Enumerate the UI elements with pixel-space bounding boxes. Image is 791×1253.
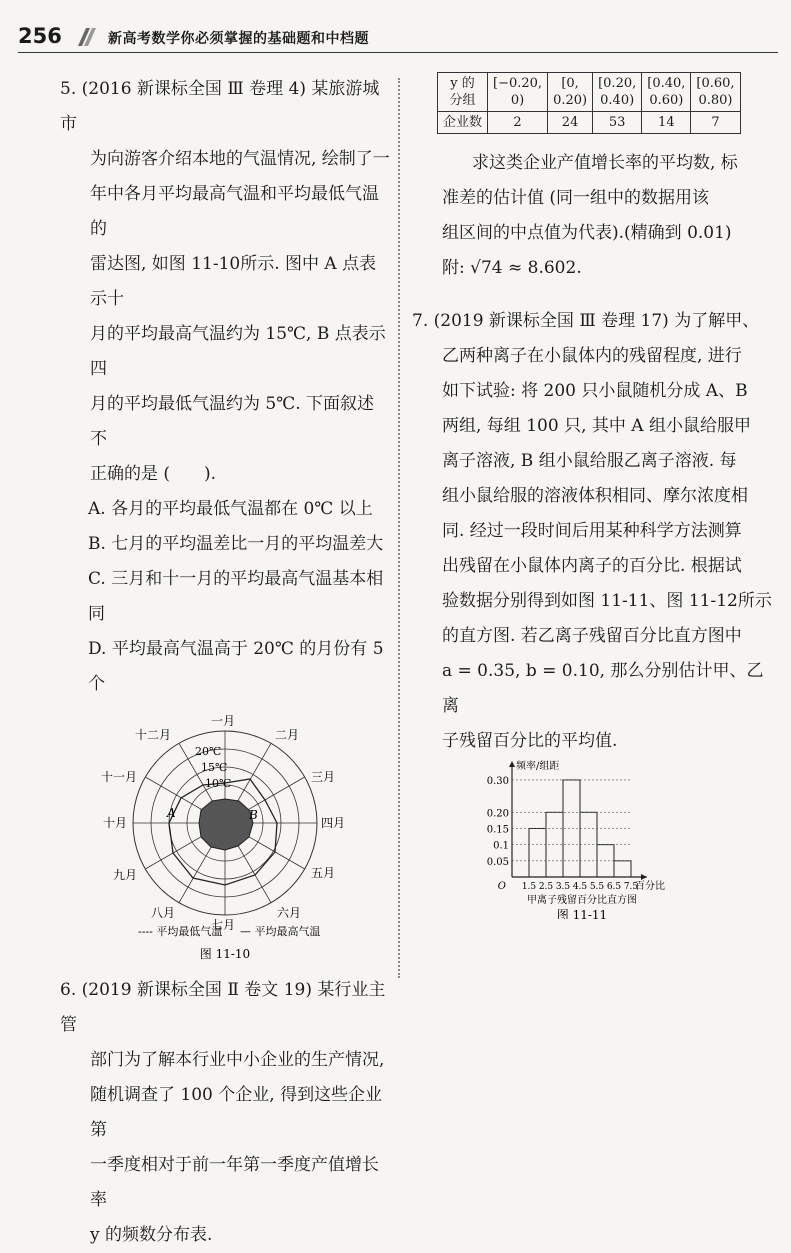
q7-line: 两组, 每组 100 只, 其中 A 组小鼠给服甲	[442, 416, 751, 436]
month-label: 一月	[211, 714, 236, 728]
x-tick-label: 3.5	[555, 882, 571, 892]
column-divider	[398, 78, 400, 978]
table-count-cell: 14	[642, 112, 691, 134]
header-rule	[18, 52, 778, 53]
legend-high: — 平均最高气温	[240, 925, 321, 938]
x-tick-label: 4.5	[572, 882, 588, 892]
q5-line: 雷达图, 如图 11-10所示. 图中 A 点表示十	[90, 254, 377, 309]
radar-caption: 图 11-10	[199, 947, 251, 961]
ring-label-10: 10℃	[205, 777, 232, 790]
y-tick-label: 0.20	[486, 808, 509, 820]
x-tick-label: 5.5	[589, 882, 605, 892]
month-label: 十月	[103, 816, 128, 830]
histogram-bar	[529, 828, 546, 877]
chart-caption: 图 11-11	[556, 908, 608, 919]
q5-option-a: A. 各月的平均最低气温都在 0℃ 以上	[88, 499, 373, 519]
q7-line: 验数据分别得到如图 11-11、图 11-12所示	[442, 591, 772, 611]
x-tick-label: 1.5	[521, 882, 537, 892]
q7-line: 离子溶液, B 组小鼠给服乙离子溶液. 每	[442, 451, 737, 471]
ring-label-20: 20℃	[195, 745, 222, 758]
month-label: 十一月	[101, 770, 138, 784]
y-tick-label: 0.15	[486, 824, 509, 836]
q7-line: 出残留在小鼠体内离子的百分比. 根据试	[442, 556, 742, 576]
x-axis-label: 百分比	[635, 881, 665, 892]
table-group-cell: [0, 0.20)	[548, 73, 593, 112]
q6-after-line: 附: √74 ≈ 8.602.	[442, 258, 582, 278]
x-tick-label: 2.5	[538, 882, 554, 892]
book-logo-icon	[76, 26, 100, 48]
y-tick-label: 0.1	[493, 840, 509, 852]
ring-label-15: 15℃	[201, 761, 228, 774]
y-tick-label: 0.30	[486, 775, 509, 787]
q6-line: 一季度相对于前一年第一季度产值增长率	[90, 1155, 379, 1210]
legend-low: ---- 平均最低气温	[138, 925, 223, 938]
q7-line: a = 0.35, b = 0.10, 那么分别估计甲、乙离	[442, 661, 764, 716]
y-axis-label: 频率/组距	[516, 761, 560, 772]
question-7	[412, 304, 772, 759]
point-a-label: A	[167, 806, 176, 820]
x-tick-label: 6.5	[606, 882, 622, 892]
y-tick-label: 0.05	[486, 856, 509, 868]
q6-after-line: 准差的估计值 (同一组中的数据用该	[442, 188, 710, 208]
left-column	[60, 72, 390, 1253]
q6-continued	[412, 146, 772, 286]
table-group-cell: [0.60, 0.80)	[691, 73, 740, 112]
q5-line: 月的平均最低气温约为 5℃. 下面叙述不	[90, 394, 375, 449]
q6-line: 随机调查了 100 个企业, 得到这些企业第	[90, 1085, 383, 1140]
q6-line: 6. (2019 新课标全国 Ⅱ 卷文 19) 某行业主管	[60, 980, 386, 1035]
month-label: 八月	[151, 906, 176, 920]
q5-option-d: D. 平均最高气温高于 20℃ 的月份有 5 个	[88, 639, 384, 694]
table-count-cell: 7	[691, 112, 740, 134]
origin-label: O	[497, 881, 506, 892]
point-b-label: B	[249, 808, 258, 822]
q7-line: 子残留百分比的平均值.	[442, 731, 618, 751]
radar-chart	[60, 708, 390, 963]
table-row-label: 企业数	[438, 112, 488, 134]
table-header-cell: y 的 分组	[438, 73, 488, 112]
q6-after-line: 求这类企业产值增长率的平均数, 标	[472, 153, 738, 173]
q7-line: 乙两种离子在小鼠体内的残留程度, 进行	[442, 346, 742, 366]
month-label: 七月	[211, 918, 236, 932]
header-title: 新高考数学你必须掌握的基础题和中档题	[108, 31, 369, 47]
month-label: 十二月	[135, 728, 172, 742]
month-label: 四月	[321, 816, 346, 830]
month-label: 六月	[277, 906, 302, 920]
table-count-cell: 24	[548, 112, 593, 134]
q5-line: 正确的是 ( ).	[90, 464, 217, 484]
histogram-chart	[467, 759, 747, 919]
table-group-cell: [0.20, 0.40)	[593, 73, 642, 112]
q7-line: 组小鼠给服的溶液体积相同、摩尔浓度相	[442, 486, 748, 506]
right-column	[412, 72, 772, 919]
q5-line: 月的平均最高气温约为 15℃, B 点表示四	[90, 324, 386, 379]
y-axis-arrow-icon	[509, 761, 515, 767]
q5-option-c: C. 三月和十一月的平均最高气温基本相同	[88, 569, 384, 624]
month-label: 九月	[113, 868, 138, 882]
q5-option-b: B. 七月的平均温差比一月的平均温差大	[88, 534, 384, 554]
q5-line: 5. (2016 新课标全国 Ⅲ 卷理 4) 某旅游城市	[60, 79, 380, 134]
table-count-cell: 53	[593, 112, 642, 134]
frequency-table	[437, 72, 741, 134]
q7-line: 如下试验: 将 200 只小鼠随机分成 A、B	[442, 381, 748, 401]
histogram-bar	[614, 861, 631, 877]
x-axis-arrow-icon	[641, 874, 647, 880]
x-tick-label: 7.5	[623, 882, 639, 892]
q5-line: 年中各月平均最高气温和平均最低气温的	[90, 184, 379, 239]
q6-line: 部门为了解本行业中小企业的生产情况,	[90, 1050, 385, 1070]
month-label: 二月	[275, 728, 300, 742]
table-group-cell: [−0.20, 0)	[488, 73, 548, 112]
table-group-cell: [0.40, 0.60)	[642, 73, 691, 112]
page-number: 256	[18, 24, 62, 48]
low-temp-region	[199, 799, 253, 850]
q7-line: 同. 经过一段时间后用某种科学方法测算	[442, 521, 742, 541]
table-count-cell: 2	[488, 112, 548, 134]
question-6	[60, 973, 390, 1253]
q7-line: 的直方图. 若乙离子残留百分比直方图中	[442, 626, 742, 646]
page-header	[18, 22, 778, 56]
chart-title: 甲离子残留百分比直方图	[527, 895, 637, 906]
q6-line: y 的频数分布表.	[90, 1225, 213, 1245]
month-label: 三月	[311, 770, 336, 784]
q6-after-line: 组区间的中点值为代表).(精确到 0.01)	[442, 223, 732, 243]
q7-line: 7. (2019 新课标全国 Ⅲ 卷理 17) 为了解甲、	[412, 311, 760, 331]
month-label: 五月	[311, 866, 336, 880]
q5-line: 为向游客介绍本地的气温情况, 绘制了一	[90, 149, 390, 169]
question-5	[60, 72, 390, 702]
